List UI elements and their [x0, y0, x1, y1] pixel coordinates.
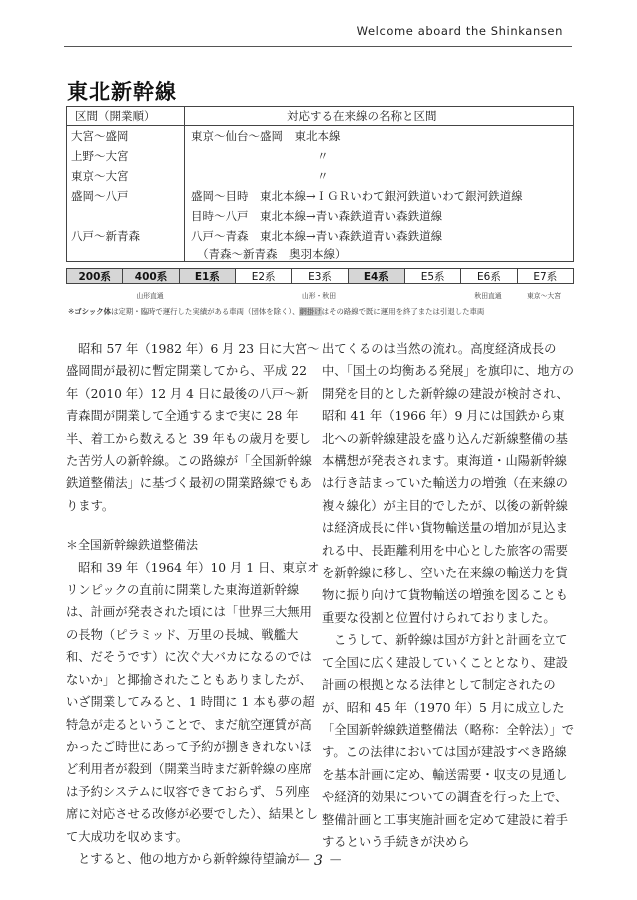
route-section: 上野～大宮: [71, 149, 129, 163]
series-sub-note: 山形直通: [136, 292, 164, 300]
route-line: 八戸～青森 東北本線→青い森鉄道青い森鉄道線: [191, 229, 443, 243]
paragraph: 昭和 39 年（1964 年）10 月 1 日、東京オリンピックの直前に開業した東海道新幹線は、計画が発表された頃には「世界三大無用の長物（ピラミッド、万里の長城、戦艦大和、だそうです）に次ぐ大バカになるのではないか」と揶揄されたこともありましたが、いざ開業してみると、1 時間に 1 本も夢の超特急が走るということで、まだ航空運賃が高かったご時世にあって予約が捌ききれないほど利用者が殺到（開業当時まだ新幹線の座席は予約システムに収容できておらず、５列座席に対応させる改修が必要でした）、結果として大成功を収めます。: [66, 560, 320, 844]
page-number: － 3 －: [295, 853, 342, 869]
note-prefix: ※: [68, 307, 75, 316]
series-cell-e4: E4系: [349, 269, 405, 283]
note-text: は定期・臨時で運行した実績がある車両（団体を除く）、: [111, 307, 300, 316]
page-title: 東北新幹線: [67, 80, 177, 104]
series-bar: [66, 268, 574, 284]
route-section: 東京～大宮: [71, 169, 129, 183]
series-cell-e6: E6系: [461, 269, 517, 283]
series-cell-e7: E7系: [533, 270, 558, 283]
paragraph: 出てくるのは当然の流れ。高度経済成長の中、「国土の均衡ある発展」を旗印に、地方の開発を目的とした新幹線の建設が検討され、昭和 41 年（1966 年）9 月には国鉄から東北への新幹線建設を盛り込んだ新線整備の基本構想が発表されます。東海道・山陽新幹線は行き詰まっていた輸送力の増強（在来線の複々線化）が主目的でしたが、以後の新幹線は経済成長に伴い貨物輸送量の増加が見込まれる中、長距離利用を中心とした旅客の需要を新幹線に移し、空いた在来線の輸送力を貨物に振り向けて貨物輸送の増強を図ることも重要な役割と位置付けられておりました。: [322, 342, 575, 625]
series-cell-e3: E3系: [292, 269, 348, 283]
route-line: 盛岡～目時 東北本線→ＩＧＲいわて銀河鉄道いわて銀河鉄道線: [191, 189, 523, 203]
route-section: 盛岡～八戸: [71, 189, 129, 203]
series-sub-note: 東京～大宮: [527, 292, 561, 300]
paragraph: とすると、他の地方から新幹線待望論が: [78, 851, 300, 866]
note-text: はその路線で既に運用を終了または引退した車両: [321, 307, 485, 316]
series-cell-e2: E2系: [236, 269, 292, 283]
route-header-section: 区間（開業順）: [75, 109, 156, 123]
left-column: [66, 338, 320, 870]
note-bold: ゴシック体: [74, 307, 112, 316]
series-sub-note: 秋田直通: [474, 292, 502, 300]
right-column: [322, 338, 576, 853]
route-header-lines: 対応する在来線の名称と区間: [287, 109, 437, 123]
paragraph: こうして、新幹線は国が方針と計画を立てて全国に広く建設していくこととなり、建設計画の根拠となる法律として制定されたのが、昭和 45 年（1970 年）5 月に成立した「全国新幹線鉄道整備法（略称：全幹法）」です。この法律においては国が建設すべき路線を基本計画に定め、輸送需要・収支の見通しや経済的効果についての調査を行った上で、整備計画と工事実施計画を定めて建設に着手するという手続きが決めら: [322, 633, 575, 849]
series-cell-400: 400系: [123, 269, 179, 283]
series-sub-note: 山形・秋田: [302, 292, 336, 300]
header-rule: [64, 46, 572, 47]
route-table: [66, 106, 574, 262]
route-line-ditto: 〃: [317, 169, 329, 183]
series-legend-note: [68, 306, 484, 317]
route-line-ditto: 〃: [317, 149, 329, 163]
route-line: （青森～新青森 奥羽本線）: [197, 247, 347, 261]
series-cell-e1: E1系: [180, 269, 236, 283]
route-line: 目時～八戸 東北本線→青い森鉄道青い森鉄道線: [191, 209, 443, 223]
route-line: 東京～仙台～盛岡 東北本線: [191, 129, 341, 143]
route-section: 大宮～盛岡: [71, 129, 129, 143]
series-cell-e5: E5系: [405, 269, 461, 283]
route-section: 八戸～新青森: [71, 229, 140, 243]
route-table-divider: [184, 107, 185, 261]
section-heading: ＊全国新幹線鉄道整備法: [66, 538, 199, 553]
route-table-header-rule: [67, 125, 573, 126]
page-header: [0, 0, 637, 52]
header-title: Welcome aboard the Shinkansen: [356, 24, 563, 38]
note-highlight: 網掛け: [299, 307, 322, 316]
series-cell-200: 200系: [67, 269, 123, 283]
paragraph: 昭和 57 年（1982 年）6 月 23 日に大宮～盛岡間が最初に暫定開業してから、平成 22 年（2010 年）12 月 4 日に最後の八戸～新青森間が開業して全通するまで実に 28 年半、着工から数えると 39 年もの歳月を要した苦労人の新幹線。この路線が「全国新幹線鉄道整備法」に基づく最初の開業路線でもあります。: [66, 342, 320, 513]
